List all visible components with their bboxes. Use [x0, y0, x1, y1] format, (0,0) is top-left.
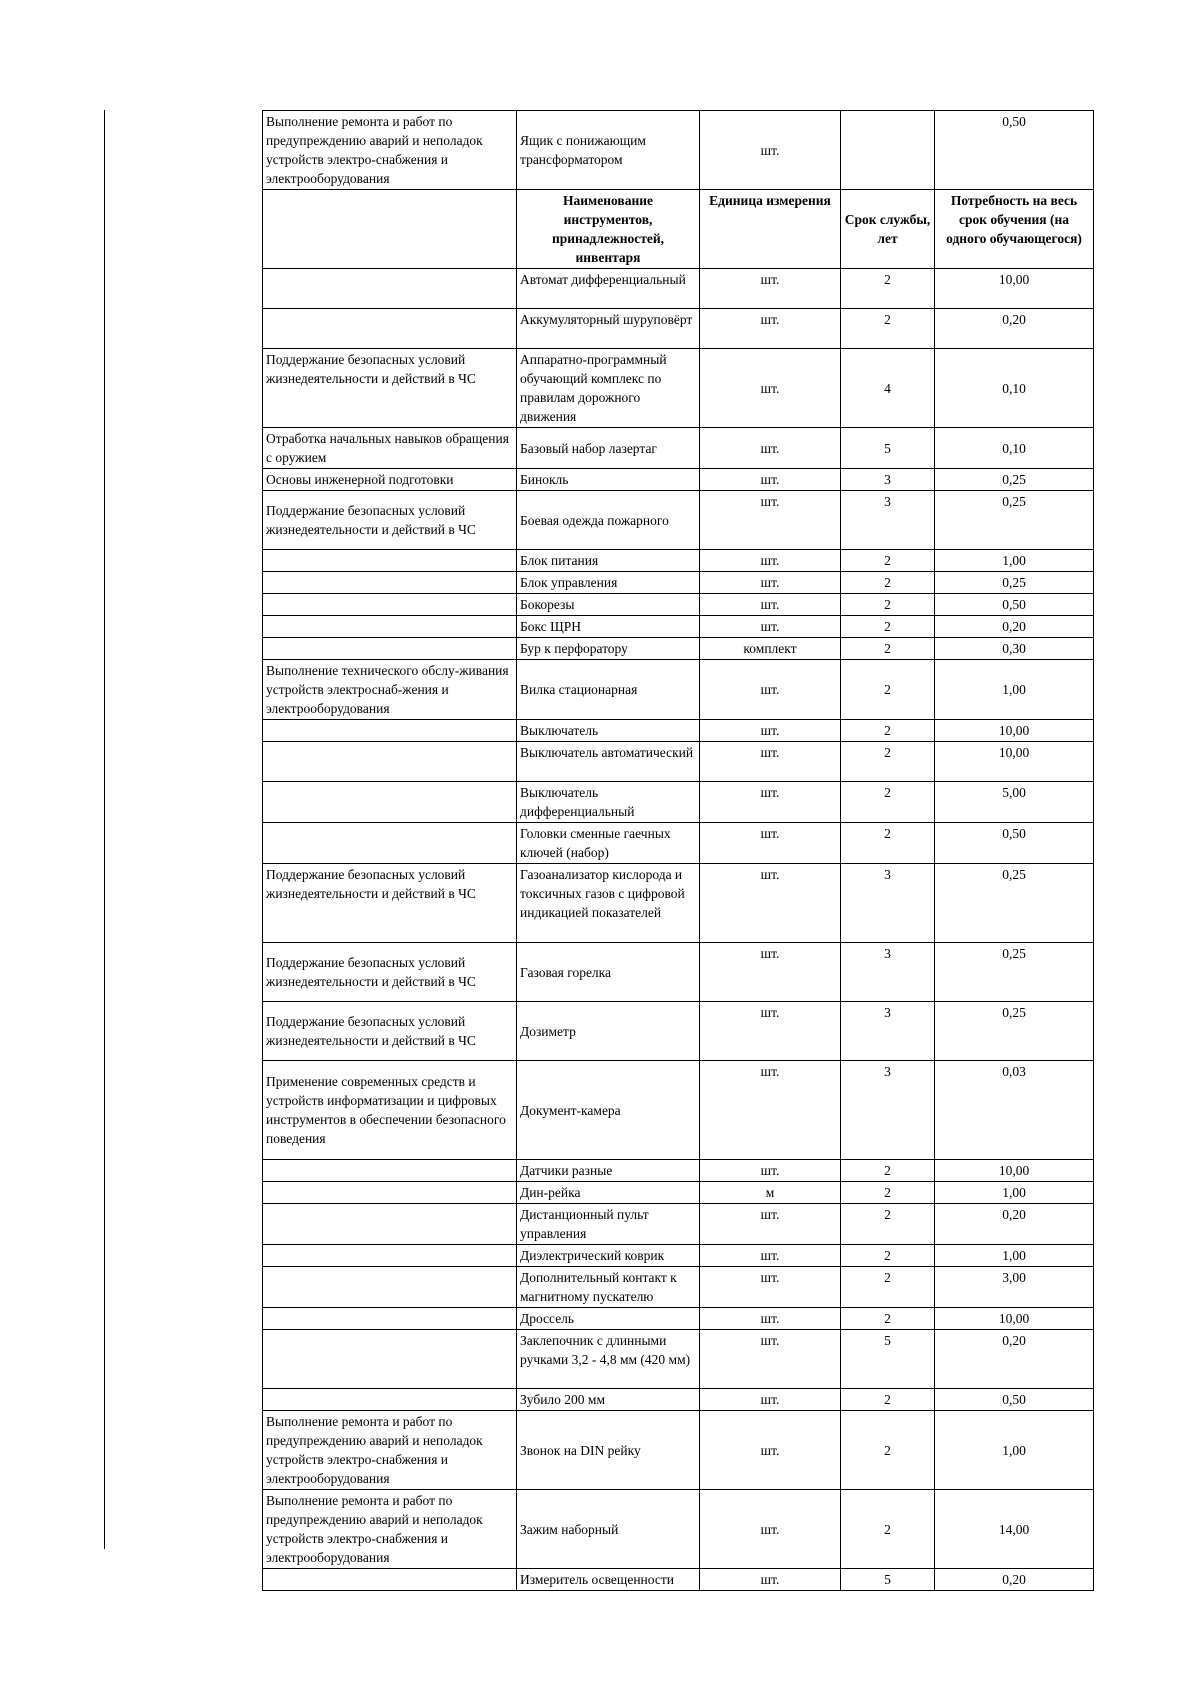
header-need: Потребность на весь срок обучения (на одного обучающегося): [935, 190, 1094, 269]
table-row: [263, 1411, 1094, 1490]
table-row: [263, 594, 1094, 616]
need-cell: 0,50: [935, 594, 1094, 616]
table-row: [263, 943, 1094, 1002]
life-cell: 2: [841, 1490, 935, 1569]
activity-cell: [263, 550, 517, 572]
activity-cell: Поддержание безопасных условий жизнедеятельности и действий в ЧС: [263, 491, 517, 550]
life-cell: 3: [841, 864, 935, 943]
table-row: [263, 309, 1094, 349]
need-cell: 0,30: [935, 638, 1094, 660]
unit-cell: шт.: [700, 1308, 841, 1330]
life-cell: 2: [841, 1389, 935, 1411]
need-cell: 0,25: [935, 491, 1094, 550]
table-row: [263, 823, 1094, 864]
unit-cell: шт.: [700, 309, 841, 349]
unit-cell: комплект: [700, 638, 841, 660]
name-cell: Бинокль: [517, 469, 700, 491]
table-row: [263, 660, 1094, 720]
equipment-table: [262, 110, 1094, 1591]
need-cell: 14,00: [935, 1490, 1094, 1569]
need-cell: 0,25: [935, 864, 1094, 943]
name-cell: Дроссель: [517, 1308, 700, 1330]
table-row: [263, 742, 1094, 782]
need-cell: 0,20: [935, 1330, 1094, 1389]
unit-cell: шт.: [700, 1204, 841, 1245]
life-cell: 2: [841, 572, 935, 594]
header-name: Наименование инструментов, принадлежностей, инвентаря: [517, 190, 700, 269]
life-cell: 2: [841, 1411, 935, 1490]
life-cell: 5: [841, 1330, 935, 1389]
table-row: [263, 864, 1094, 943]
need-cell: 10,00: [935, 720, 1094, 742]
unit-cell: шт.: [700, 782, 841, 823]
table-row: [263, 111, 1094, 190]
activity-cell: [263, 823, 517, 864]
life-cell: 2: [841, 1160, 935, 1182]
table-row: [263, 1267, 1094, 1308]
activity-cell: [263, 616, 517, 638]
table-row: [263, 1490, 1094, 1569]
unit-cell: шт.: [700, 1245, 841, 1267]
activity-cell: [263, 1389, 517, 1411]
left-margin-rule: [104, 110, 105, 1549]
unit-cell: шт.: [700, 660, 841, 720]
activity-cell: [263, 1245, 517, 1267]
name-cell: Бокс ЩРН: [517, 616, 700, 638]
name-cell: Аккумуляторный шуруповёрт: [517, 309, 700, 349]
life-cell: 2: [841, 309, 935, 349]
need-cell: 5,00: [935, 782, 1094, 823]
activity-cell: [263, 1267, 517, 1308]
unit-cell: шт.: [700, 428, 841, 469]
activity-cell: Выполнение ремонта и работ по предупреждению аварий и неполадок устройств электро-снабжения и электрооборудования: [263, 111, 517, 190]
name-cell: Измеритель освещенности: [517, 1569, 700, 1591]
activity-cell: Основы инженерной подготовки: [263, 469, 517, 491]
life-cell: 3: [841, 943, 935, 1002]
unit-cell: шт.: [700, 1267, 841, 1308]
name-cell: Боевая одежда пожарного: [517, 491, 700, 550]
table-row: [263, 349, 1094, 428]
name-cell: Блок управления: [517, 572, 700, 594]
need-cell: 1,00: [935, 1182, 1094, 1204]
activity-cell: [263, 1569, 517, 1591]
name-cell: Базовый набор лазертаг: [517, 428, 700, 469]
unit-cell: шт.: [700, 943, 841, 1002]
activity-cell: Выполнение технического обслу-живания устройств электроснаб-жения и электрооборудования: [263, 660, 517, 720]
unit-cell: шт.: [700, 594, 841, 616]
unit-cell: шт.: [700, 1569, 841, 1591]
unit-cell: шт.: [700, 349, 841, 428]
unit-cell: шт.: [700, 111, 841, 190]
activity-cell: Поддержание безопасных условий жизнедеятельности и действий в ЧС: [263, 349, 517, 428]
activity-cell: [263, 1330, 517, 1389]
life-cell: 3: [841, 1061, 935, 1160]
name-cell: Заклепочник с длинными ручками 3,2 - 4,8 мм (420 мм): [517, 1330, 700, 1389]
name-cell: Выключатель автоматический: [517, 742, 700, 782]
name-cell: Дополнительный контакт к магнитному пускателю: [517, 1267, 700, 1308]
need-cell: 0,20: [935, 1569, 1094, 1591]
name-cell: Бур к перфоратору: [517, 638, 700, 660]
activity-cell: [263, 572, 517, 594]
name-cell: Аппаратно-программный обучающий комплекс по правилам дорожного движения: [517, 349, 700, 428]
life-cell: 2: [841, 1267, 935, 1308]
name-cell: Вилка стационарная: [517, 660, 700, 720]
activity-cell: [263, 742, 517, 782]
unit-cell: шт.: [700, 469, 841, 491]
life-cell: 5: [841, 1569, 935, 1591]
table-row: [263, 550, 1094, 572]
unit-cell: шт.: [700, 550, 841, 572]
table-row: [263, 1002, 1094, 1061]
name-cell: Датчики разные: [517, 1160, 700, 1182]
activity-cell: Выполнение ремонта и работ по предупреждению аварий и неполадок устройств электро-снабжения и электрооборудования: [263, 1490, 517, 1569]
table-row: [263, 638, 1094, 660]
life-cell: 2: [841, 742, 935, 782]
name-cell: Бокорезы: [517, 594, 700, 616]
unit-cell: шт.: [700, 720, 841, 742]
name-cell: Зажим наборный: [517, 1490, 700, 1569]
name-cell: Головки сменные гаечных ключей (набор): [517, 823, 700, 864]
name-cell: Дин-рейка: [517, 1182, 700, 1204]
need-cell: 0,10: [935, 428, 1094, 469]
need-cell: 0,50: [935, 823, 1094, 864]
need-cell: 1,00: [935, 660, 1094, 720]
activity-cell: Отработка начальных навыков обращения с оружием: [263, 428, 517, 469]
life-cell: 3: [841, 491, 935, 550]
life-cell: 2: [841, 720, 935, 742]
life-cell: 3: [841, 469, 935, 491]
life-cell: 2: [841, 1182, 935, 1204]
table-row: [263, 572, 1094, 594]
life-cell: 2: [841, 269, 935, 309]
table-row: [263, 1061, 1094, 1160]
name-cell: Газовая горелка: [517, 943, 700, 1002]
table-header-row: [263, 190, 1094, 269]
header-unit: Единица измерения: [700, 190, 841, 269]
life-cell: 2: [841, 616, 935, 638]
unit-cell: шт.: [700, 1061, 841, 1160]
unit-cell: шт.: [700, 1002, 841, 1061]
table-row: [263, 1182, 1094, 1204]
header-empty-cell: [263, 190, 517, 269]
table-row: [263, 1308, 1094, 1330]
name-cell: Звонок на DIN рейку: [517, 1411, 700, 1490]
table-row: [263, 469, 1094, 491]
name-cell: Документ-камера: [517, 1061, 700, 1160]
table-row: [263, 782, 1094, 823]
activity-cell: Поддержание безопасных условий жизнедеятельности и действий в ЧС: [263, 943, 517, 1002]
unit-cell: м: [700, 1182, 841, 1204]
need-cell: 0,25: [935, 469, 1094, 491]
name-cell: Диэлектрический коврик: [517, 1245, 700, 1267]
life-cell: 2: [841, 660, 935, 720]
unit-cell: шт.: [700, 616, 841, 638]
activity-cell: [263, 1160, 517, 1182]
life-cell: [841, 111, 935, 190]
need-cell: 0,20: [935, 309, 1094, 349]
need-cell: 0,25: [935, 572, 1094, 594]
need-cell: 0,10: [935, 349, 1094, 428]
name-cell: Дистанционный пульт управления: [517, 1204, 700, 1245]
need-cell: 10,00: [935, 1160, 1094, 1182]
need-cell: 0,20: [935, 616, 1094, 638]
table-row: [263, 616, 1094, 638]
need-cell: 0,50: [935, 111, 1094, 190]
life-cell: 2: [841, 594, 935, 616]
activity-cell: [263, 269, 517, 309]
activity-cell: [263, 1308, 517, 1330]
need-cell: 1,00: [935, 1245, 1094, 1267]
unit-cell: шт.: [700, 1389, 841, 1411]
need-cell: 10,00: [935, 1308, 1094, 1330]
name-cell: Автомат дифференциальный: [517, 269, 700, 309]
name-cell: Газоанализатор кислорода и токсичных газов с цифровой индикацией показателей: [517, 864, 700, 943]
activity-cell: Поддержание безопасных условий жизнедеятельности и действий в ЧС: [263, 864, 517, 943]
unit-cell: шт.: [700, 1160, 841, 1182]
unit-cell: шт.: [700, 572, 841, 594]
need-cell: 0,03: [935, 1061, 1094, 1160]
need-cell: 1,00: [935, 550, 1094, 572]
life-cell: 2: [841, 1245, 935, 1267]
need-cell: 1,00: [935, 1411, 1094, 1490]
life-cell: 2: [841, 550, 935, 572]
need-cell: 0,50: [935, 1389, 1094, 1411]
name-cell: Выключатель дифференциальный: [517, 782, 700, 823]
life-cell: 2: [841, 782, 935, 823]
need-cell: 0,20: [935, 1204, 1094, 1245]
need-cell: 0,25: [935, 943, 1094, 1002]
life-cell: 2: [841, 1204, 935, 1245]
unit-cell: шт.: [700, 864, 841, 943]
life-cell: 2: [841, 823, 935, 864]
name-cell: Ящик с понижающим трансформатором: [517, 111, 700, 190]
activity-cell: [263, 638, 517, 660]
activity-cell: [263, 782, 517, 823]
need-cell: 10,00: [935, 269, 1094, 309]
unit-cell: шт.: [700, 1490, 841, 1569]
activity-cell: Поддержание безопасных условий жизнедеятельности и действий в ЧС: [263, 1002, 517, 1061]
activity-cell: [263, 720, 517, 742]
unit-cell: шт.: [700, 742, 841, 782]
table-row: [263, 1569, 1094, 1591]
activity-cell: Применение современных средств и устройств информатизации и цифровых инструментов в обеспечении безопасного поведения: [263, 1061, 517, 1160]
need-cell: 0,25: [935, 1002, 1094, 1061]
table-row: [263, 428, 1094, 469]
name-cell: Зубило 200 мм: [517, 1389, 700, 1411]
unit-cell: шт.: [700, 823, 841, 864]
table-row: [263, 269, 1094, 309]
table-row: [263, 491, 1094, 550]
need-cell: 10,00: [935, 742, 1094, 782]
activity-cell: [263, 309, 517, 349]
unit-cell: шт.: [700, 1330, 841, 1389]
activity-cell: Выполнение ремонта и работ по предупреждению аварий и неполадок устройств электро-снабжения и электрооборудования: [263, 1411, 517, 1490]
activity-cell: [263, 1204, 517, 1245]
table-row: [263, 720, 1094, 742]
table-row: [263, 1389, 1094, 1411]
name-cell: Выключатель: [517, 720, 700, 742]
table-row: [263, 1245, 1094, 1267]
unit-cell: шт.: [700, 1411, 841, 1490]
table-row: [263, 1160, 1094, 1182]
activity-cell: [263, 594, 517, 616]
life-cell: 5: [841, 428, 935, 469]
name-cell: Блок питания: [517, 550, 700, 572]
life-cell: 3: [841, 1002, 935, 1061]
header-life: Срок службы, лет: [841, 190, 935, 269]
activity-cell: [263, 1182, 517, 1204]
need-cell: 3,00: [935, 1267, 1094, 1308]
table-row: [263, 1330, 1094, 1389]
life-cell: 2: [841, 638, 935, 660]
table-row: [263, 1204, 1094, 1245]
unit-cell: шт.: [700, 269, 841, 309]
name-cell: Дозиметр: [517, 1002, 700, 1061]
life-cell: 2: [841, 1308, 935, 1330]
life-cell: 4: [841, 349, 935, 428]
unit-cell: шт.: [700, 491, 841, 550]
